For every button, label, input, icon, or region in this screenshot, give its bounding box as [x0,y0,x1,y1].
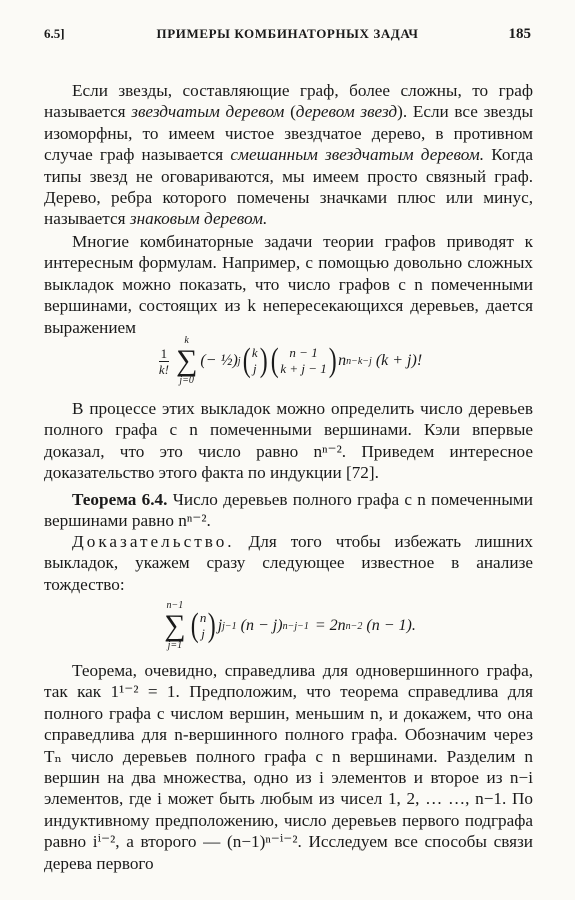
paragraph-formulas-intro: Многие комбинаторные задачи теории графов приводят к интересным формулам. Например, с помощью довольно сложных выкладок можно показать, что число графов с n помеченными вершинами, состоящих из k непересекающихся деревьев, дается выражением [44,232,533,337]
summation-sign: n−1 ∑ j=1 [164,600,186,651]
theorem-6-4: Теорема 6.4. Число деревьев полного графа с n помеченными вершинами равно nⁿ⁻². [44,490,534,531]
term-tree-of-stars: деревом звезд [295,102,398,122]
term-minus-half: (− ½) [200,352,238,369]
fraction-1-over-k-factorial: $\frac{1}{k!}$ [158,345,169,377]
binomial-n-1: n − 1 k + j − 1 [280,345,327,376]
paragraph-cayley: В процессе этих выкладок можно определить число деревьев полного графа с n помеченными вершинами. Кэли впервые доказал, что это число равно nⁿ⁻². Приведем интересное доказательство этого факта по индукции [72]. [44,399,533,483]
paragraph-star-trees: Если звезды, составляющие граф, более сложны, то граф называется звездчатым деревом (деревом звезд). Если все звезды изоморфны, то имеем чистое звездчатое дерево, в противном случае граф называется смешанным звездчатым деревом. Когда типы звезд не оговариваются, мы имеем просто связный граф. Дерево, ребра которого помечены значками плюс или минус, называется знаковым деревом. [44,81,533,229]
paragraph-induction: Теорема, очевидно, справедлива для одновершинного графа, так как 1¹⁻² = 1. Предположим, что теорема справедлива для полного графа с числом вершин, меньшим n, и докажем, что она справедлива для n-вершинного полного графа. Обозначим через Tₙ число деревьев полного графа с n вершинами. Разделим n вершин на два множества, одно из i элементов и второе из n−i элементов, где i может быть любым из чисел 1, 2, … …, n−1. По индуктивному предположению, число деревьев первого подграфа равно iⁱ⁻², а второго — (n−1)ⁿ⁻ⁱ⁻². Исследуем все способы связи дерева первого [44,661,533,873]
term-signed-tree: знаковым деревом. [129,209,268,229]
section-number: 6.5] [44,26,65,41]
term-star-tree: звездчатым деревом [131,102,285,122]
proof-label: Доказательство. [72,532,235,551]
binomial-n-j: n j [199,610,207,641]
running-header [44,26,531,48]
page-number: 185 [508,26,531,42]
formula-identity: n−1 ∑ j=1 ( n j ) j j−1 (n − j) n−j−1 = 2n n−2 (n − 1). [164,600,416,651]
theorem-label: Теорема 6.4. [72,490,168,509]
proof-intro: Доказательство. Для того чтобы избежать лишних выкладок, укажем сразу следующее известное в анализе тождество: [44,532,533,594]
chapter-title: ПРИМЕРЫ КОМБИНАТОРНЫХ ЗАДАЧ [156,26,419,41]
term-mixed-star-tree: смешанным звездчатым деревом. [230,145,484,165]
formula-forest-count: $\frac{1}{k!}$ k ∑ j=0 (− ½) j ( k j ) ( n − 1 k + j − 1 ) n n−k−j (k + j)! [158,335,423,386]
summation-sign: k ∑ j=0 [175,335,198,386]
binomial-k-j: k j [251,345,258,376]
